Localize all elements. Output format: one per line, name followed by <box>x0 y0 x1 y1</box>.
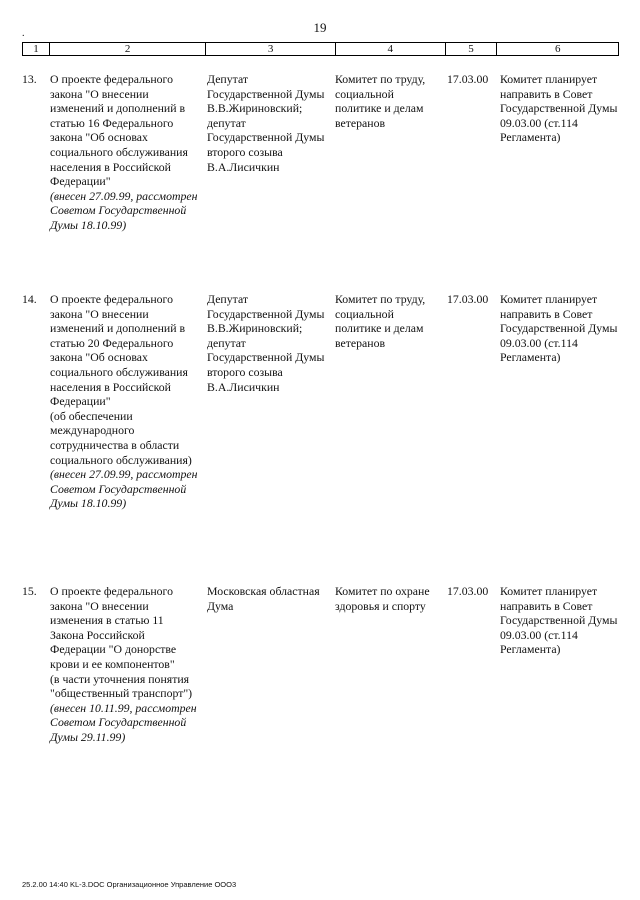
bill-committee: Комитет по охране здоровья и спорту <box>335 584 430 613</box>
bill-extra: (в части уточнения понятия "общественный транспорт") <box>50 671 193 701</box>
row-number: 13. <box>22 72 37 86</box>
scan-dot: . <box>22 28 25 39</box>
bill-author: Депутат Государственной Думы В.В.Жириновский; депутат Государственной Думы второго созыва В.А.Лисичкин <box>207 72 325 174</box>
bill-author: Московская областная Дума <box>207 584 320 613</box>
column-header-1: 1 <box>23 43 50 55</box>
bill-plan: Комитет планирует направить в Совет Государственной Думы 09.03.00 (ст.114 Регламента) <box>500 72 618 145</box>
bill-plan: Комитет планирует направить в Совет Государственной Думы 09.03.00 (ст.114 Регламента) <box>500 584 618 657</box>
column-header-6: 6 <box>554 43 561 55</box>
bill-committee: Комитет по труду, социальной политике и делам ветеранов <box>335 72 426 130</box>
bill-date: 17.03.00 <box>447 584 489 598</box>
bill-note: (внесен 27.09.99, рассмотрен Советом Государственной Думы 18.10.99) <box>50 188 198 232</box>
row-number: 14. <box>22 292 37 306</box>
page-number: 19 <box>313 20 327 35</box>
bill-title-text: О проекте федерального закона "О внесении изменений и дополнений в статью 20 Федерального закона "Об основах социального обслуживания населения в Российской Федерации" <box>50 292 188 409</box>
bill-title <box>50 72 200 233</box>
column-header-3: 3 <box>206 43 336 55</box>
column-header-2: 2 <box>50 43 206 55</box>
bill-committee: Комитет по труду, социальной политике и делам ветеранов <box>335 292 426 350</box>
bill-date: 17.03.00 <box>447 292 489 306</box>
bill-note: (внесен 27.09.99, рассмотрен Советом Государственной Думы 18.10.99) <box>50 467 198 511</box>
row-number: 15. <box>22 584 37 598</box>
bill-title <box>50 292 200 511</box>
bill-note: (внесен 10.11.99, рассмотрен Советом Государственной Думы 29.11.99) <box>50 700 197 744</box>
bill-plan: Комитет планирует направить в Совет Государственной Думы 09.03.00 (ст.114 Регламента) <box>500 292 618 365</box>
bill-date: 17.03.00 <box>447 72 489 86</box>
bill-title <box>50 584 200 745</box>
column-header-row <box>22 42 619 56</box>
column-header-5: 5 <box>446 43 498 55</box>
bill-extra: (об обеспечении международного сотрудничества в области социального обслуживания) <box>50 408 192 467</box>
column-header-4: 4 <box>336 43 446 55</box>
page-footer: 25.2.00 14:40 KL-3.DOC Организационное Управление ООО3 <box>22 880 237 889</box>
bill-title-text: О проекте федерального закона "О внесении изменения в статью 11 Закона Российской Федерации "О донорстве крови и ее компонентов" <box>50 584 177 671</box>
bill-author: Депутат Государственной Думы В.В.Жириновский; депутат Государственной Думы второго созыва В.А.Лисичкин <box>207 292 325 394</box>
bill-title-text: О проекте федерального закона "О внесении изменений и дополнений в статью 16 Федерального закона "Об основах социального обслуживания населения в Российской Федерации" <box>50 72 188 189</box>
